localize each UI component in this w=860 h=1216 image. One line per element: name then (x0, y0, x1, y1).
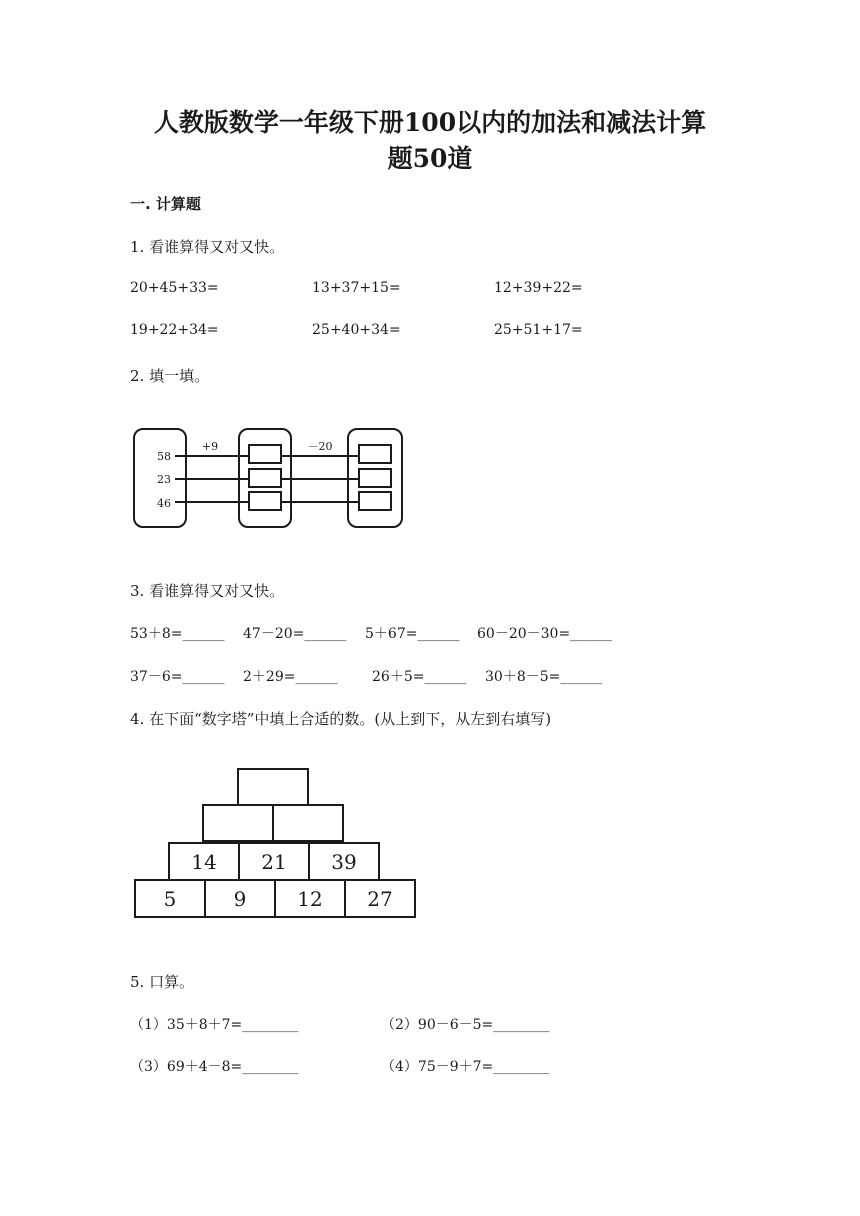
q5-equation: （3）69＋4－8=________ (130, 1059, 299, 1075)
q3-equation: 2＋29=______ (243, 669, 338, 685)
tower-cell-empty[interactable] (203, 805, 273, 841)
tower-cell-empty[interactable] (273, 805, 343, 841)
page-title-line-2: 题50道 (387, 144, 473, 173)
q3-equation: 30＋8－5=______ (485, 669, 603, 685)
operation-label: +9 (201, 440, 219, 453)
q1-equation: 25+51+17= (494, 322, 583, 338)
q1-equation: 12+39+22= (494, 280, 583, 296)
tower-number: 9 (233, 887, 247, 911)
tower-number: 14 (191, 850, 217, 874)
answer-box[interactable] (249, 445, 281, 463)
tower-number: 39 (331, 850, 357, 874)
q3-equation: 5＋67=______ (365, 626, 460, 642)
q5-equation: （4）75－9＋7=________ (381, 1059, 550, 1075)
tower-number: 12 (297, 887, 323, 911)
q3-equation: 37－6=______ (130, 669, 225, 685)
q4-prompt: 4. 在下面“数字塔”中填上合适的数。(从上到下，从左到右填写) (130, 710, 552, 728)
tower-number: 27 (367, 887, 393, 911)
tower-cell-empty[interactable] (238, 769, 308, 805)
operation-label: －20 (307, 440, 333, 453)
q1-prompt: 1. 看谁算得又对又快。 (130, 238, 285, 256)
q5-equation: （2）90－6－5=________ (381, 1017, 550, 1033)
number-tower (134, 767, 418, 921)
q3-equation: 26＋5=______ (372, 669, 467, 685)
answer-box[interactable] (249, 469, 281, 487)
q3-prompt: 3. 看谁算得又对又快。 (130, 582, 285, 600)
q2-flow-figure (128, 423, 413, 533)
tower-number: 5 (163, 887, 177, 911)
q3-equation: 60－20－30=______ (477, 626, 613, 642)
q2-prompt: 2. 填一填。 (130, 367, 210, 385)
q1-equation: 19+22+34= (130, 322, 219, 338)
tower-number: 21 (261, 850, 287, 874)
q3-equation: 47－20=______ (243, 626, 347, 642)
answer-box[interactable] (359, 492, 391, 510)
input-number: 58 (157, 450, 171, 463)
q5-prompt: 5. 口算。 (130, 973, 195, 991)
q1-equation: 25+40+34= (312, 322, 401, 338)
answer-box[interactable] (359, 445, 391, 463)
input-number: 46 (157, 497, 171, 510)
q1-equation: 20+45+33= (130, 280, 219, 296)
input-number: 23 (157, 473, 171, 486)
q3-equation: 53＋8=______ (130, 626, 225, 642)
answer-box[interactable] (359, 469, 391, 487)
answer-box[interactable] (249, 492, 281, 510)
section-heading: 一. 计算题 (130, 195, 201, 213)
page-title-line-1: 人教版数学一年级下册100以内的加法和减法计算 (153, 108, 707, 137)
q1-equation: 13+37+15= (312, 280, 401, 296)
q5-equation: （1）35＋8＋7=________ (130, 1017, 299, 1033)
